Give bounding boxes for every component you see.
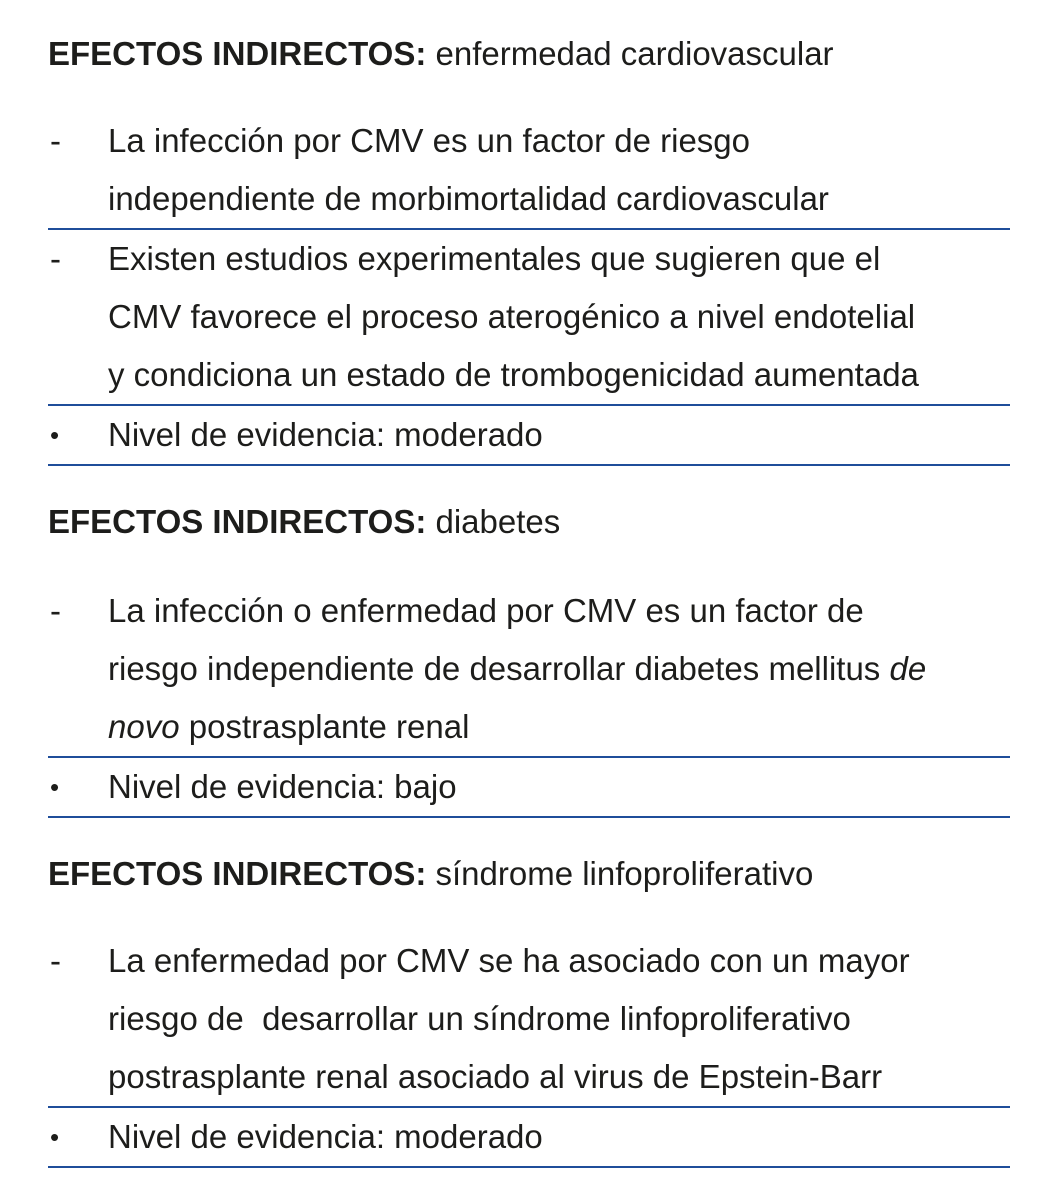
document-page — [48, 0, 1010, 1168]
item-text-segment: postrasplante renal — [188, 708, 470, 745]
evidence-level-text: Nivel de evidencia: moderado — [108, 1118, 543, 1155]
section-heading-lymphoproliferative — [48, 818, 1010, 894]
item-text-line: Existen estudios experimentales que sugieren que el — [108, 240, 881, 277]
dash-marker: - — [50, 240, 61, 277]
dash-marker: - — [50, 122, 61, 159]
bullet-marker: • — [50, 1122, 60, 1152]
list-item — [48, 112, 1010, 230]
item-text-line: postrasplante renal asociado al virus de Epstein-Barr — [108, 1058, 883, 1095]
evidence-level-text: Nivel de evidencia: bajo — [108, 768, 457, 805]
bullet-marker: • — [50, 420, 60, 450]
evidence-level-item — [48, 1108, 1010, 1168]
heading-label: EFECTOS INDIRECTOS: — [48, 855, 427, 892]
list-item — [48, 582, 1010, 758]
list-item — [48, 230, 1010, 406]
heading-label: EFECTOS INDIRECTOS: — [48, 35, 427, 72]
item-text-line: CMV favorece el proceso aterogénico a nivel endotelial — [108, 298, 916, 335]
heading-topic: enfermedad cardiovascular — [435, 35, 834, 72]
item-text-line: La infección o enfermedad por CMV es un factor de — [108, 592, 864, 629]
dash-marker: - — [50, 592, 61, 629]
item-text-segment: riesgo independiente de desarrollar diabetes mellitus — [108, 650, 881, 687]
dash-marker: - — [50, 942, 61, 979]
item-text-line: y condiciona un estado de trombogenicidad aumentada — [108, 356, 919, 393]
section-heading-diabetes — [48, 466, 1010, 542]
evidence-level-item — [48, 406, 1010, 466]
item-text-line: independiente de morbimortalidad cardiovascular — [108, 180, 829, 217]
list-item — [48, 932, 1010, 1108]
heading-label: EFECTOS INDIRECTOS: — [48, 503, 427, 540]
item-text-italic: de — [889, 650, 927, 687]
heading-topic: diabetes — [435, 503, 561, 540]
item-text-line: La infección por CMV es un factor de riesgo — [108, 122, 751, 159]
section-heading-cardiovascular — [48, 0, 1010, 74]
evidence-level-item — [48, 758, 1010, 818]
evidence-level-text: Nivel de evidencia: moderado — [108, 416, 543, 453]
item-text-line: riesgo de desarrollar un síndrome linfoproliferativo — [108, 1000, 851, 1037]
item-text-italic: novo — [108, 708, 180, 745]
item-text-line: La enfermedad por CMV se ha asociado con un mayor — [108, 942, 910, 979]
bullet-marker: • — [50, 772, 60, 802]
heading-topic: síndrome linfoproliferativo — [435, 855, 814, 892]
